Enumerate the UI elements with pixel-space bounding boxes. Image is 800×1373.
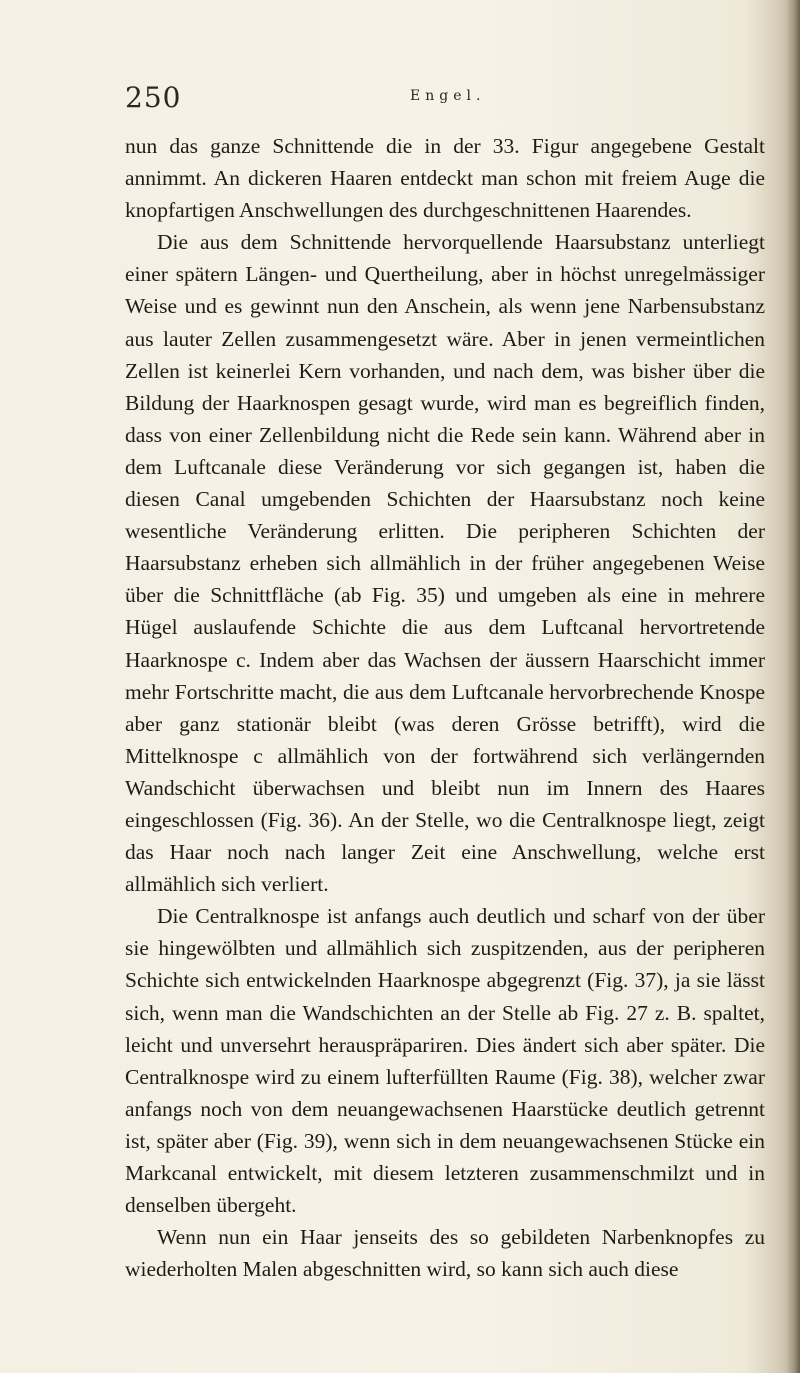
page-edge-shadow bbox=[786, 0, 800, 1373]
paragraph: Die Centralknospe ist anfangs auch deutlich und scharf von der über sie hingewölbten und allmählich sich zuspitzenden, aus der peripheren Schichte sich entwickelnden Haarknospe abgegrenzt (Fig. 37), ja sie lässt sich, wenn man die Wandschichten an der Stelle ab Fig. 27 z. B. spaltet, leicht und unversehrt herauspräpariren. Dies ändert sich aber später. Die Centralknospe wird zu einem lufterfüllten Raume (Fig. 38), welcher zwar anfangs noch von dem neuangewachsenen Haarstücke deutlich getrennt ist, später aber (Fig. 39), wenn sich in dem neuangewachsenen Stücke ein Markcanal entwickelt, mit diesem letzteren zusammenschmilzt und in denselben übergeht. bbox=[125, 904, 765, 1218]
body-text bbox=[125, 130, 765, 1285]
paragraph: nun das ganze Schnittende die in der 33. Figur angegebene Gestalt annimmt. An dickeren Haaren entdeckt man schon mit freiem Auge die knopfartigen Anschwellungen des durchgeschnittenen Haarendes. bbox=[125, 134, 765, 223]
running-title: Engel. bbox=[410, 88, 486, 104]
paragraph: Wenn nun ein Haar jenseits des so gebildeten Narbenknopfes zu wiederholten Malen abgeschnitten wird, so kann sich auch diese bbox=[125, 1225, 765, 1282]
page-number: 250 bbox=[125, 81, 182, 114]
page-header bbox=[125, 80, 765, 120]
paragraph: Die aus dem Schnittende hervorquellende Haarsubstanz unterliegt einer spätern Längen- und Quertheilung, aber in höchst unregelmässiger Weise und es gewinnt nun den Anschein, als wenn jene Narbensubstanz aus lauter Zellen zusammengesetzt wäre. Aber in jenen vermeintlichen Zellen ist keinerlei Kern vorhanden, und nach dem, was bisher über die Bildung der Haarknospen gesagt wurde, wird man es begreiflich finden, dass von einer Zellenbildung nicht die Rede sein kann. Während aber in dem Luftcanale diese Veränderung vor sich gegangen ist, haben die diesen Canal umgebenden Schichten der Haarsubstanz noch keine wesentliche Veränderung erlitten. Die peripheren Schichten der Haarsubstanz erheben sich allmählich in der früher angegebenen Weise über die Schnittfläche (ab Fig. 35) und umgeben als eine in mehrere Hügel auslaufende Schichte die aus dem Luftcanal hervortretende Haarknospe c. Indem aber das Wachsen der äussern Haarschicht immer mehr Fortschritte macht, die aus dem Luftcanale hervorbrechende Knospe aber ganz stationär bleibt (was deren Grösse betrifft), wird die Mittelknospe c allmählich von der fortwährend sich verlängernden Wandschicht überwachsen und bleibt nun im Innern des Haares eingeschlossen (Fig. 36). An der Stelle, wo die Centralknospe liegt, zeigt das Haar noch nach langer Zeit eine Anschwellung, welche erst allmählich sich verliert. bbox=[125, 230, 765, 897]
